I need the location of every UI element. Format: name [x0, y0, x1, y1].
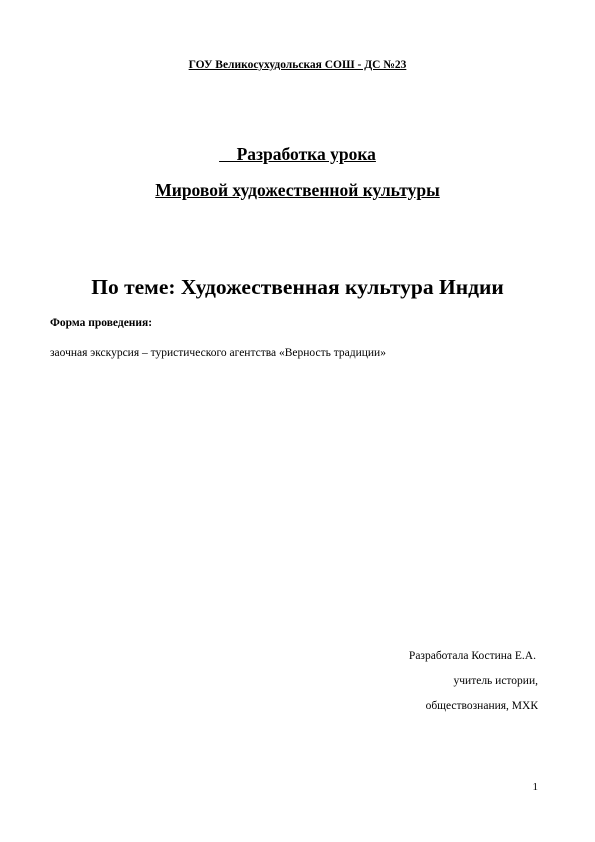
school-name: ГОУ Великосухудольская СОШ - ДС №23	[188, 59, 407, 71]
author-position: учитель истории,	[453, 675, 538, 687]
form-label: Форма проведения:	[50, 317, 153, 329]
title-line-2: Мировой художественной культуры	[155, 180, 440, 200]
author-subjects: обществознания, МХК	[425, 700, 538, 712]
page-number: 1	[532, 781, 538, 793]
form-description: заочная экскурсия – туристического агентства «Верность традиции»	[50, 347, 386, 359]
title-line-1: Разработка урока	[219, 144, 376, 164]
lesson-topic: По теме: Художественная культура Индии	[91, 275, 504, 299]
author-name: Разработала Костина Е.А.	[408, 650, 536, 662]
